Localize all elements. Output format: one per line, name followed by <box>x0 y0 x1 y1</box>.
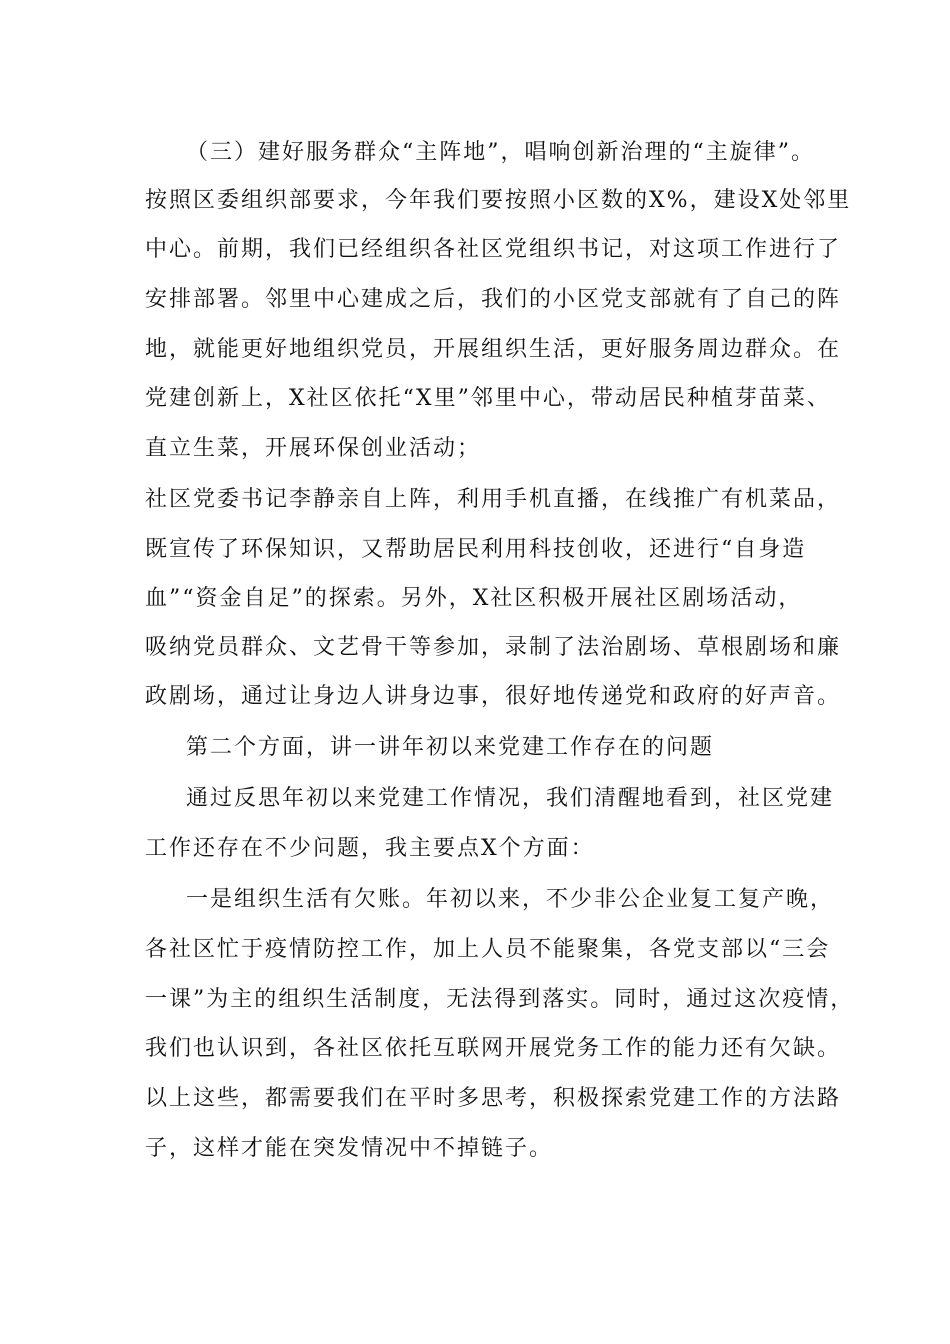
text-line: 安排部署。邻里中心建成之后，我们的小区党支部就有了自己的阵 <box>145 287 842 312</box>
text-line: 子，这样才能在突发情况中不掉链子。 <box>145 1136 554 1161</box>
text-line: 既宣传了环保知识，又帮助居民利用科技创收，还进行“自身造 <box>145 537 807 562</box>
text-line: 按照区委组织部要求，今年我们要按照小区数的X%，建设X处邻里 <box>145 188 852 213</box>
text-line: 地，就能更好地组织党员，开展组织生活，更好服务周边群众。在 <box>145 337 842 362</box>
text-line: 社区党委书记李静亲自上阵，利用手机直播，在线推广有机菜品， <box>145 487 842 512</box>
text-line: 一课”为主的组织生活制度，无法得到落实。同时，通过这次疫情， <box>145 987 855 1012</box>
text-line: 政剧场，通过让身边人讲身边事，很好地传递党和政府的好声音。 <box>145 684 842 709</box>
text-line: 吸纳党员群众、文艺骨干等参加，录制了法治剧场、草根剧场和廉 <box>145 635 842 660</box>
text-line: 直立生菜，开展环保创业活动； <box>145 436 482 461</box>
text-line: 通过反思年初以来党建工作情况，我们清醒地看到，社区党建 <box>186 786 835 811</box>
text-line: 中心。前期，我们已经组织各社区党组织书记，对这项工作进行了 <box>145 237 842 262</box>
text-line: 血”“资金自足”的探索。另外，X社区积极开展社区剧场活动， <box>145 586 803 611</box>
text-line: 党建创新上，X社区依托“X里”邻里中心，带动居民种植芽苗菜、 <box>145 386 831 411</box>
text-line: 一是组织生活有欠账。年初以来，不少非公企业复工复产晚， <box>186 887 835 912</box>
text-line: （三）建好服务群众“主阵地”，唱响创新治理的“主旋律”。 <box>186 140 815 165</box>
text-line: 以上这些，都需要我们在平时多思考，积极探索党建工作的方法路 <box>145 1086 842 1111</box>
text-line: 我们也认识到，各社区依托互联网开展党务工作的能力还有欠缺。 <box>145 1036 842 1061</box>
section-heading: 第二个方面，讲一讲年初以来党建工作存在的问题 <box>186 735 715 760</box>
text-line: 各社区忙于疫情防控工作，加上人员不能聚集，各党支部以“三会 <box>145 937 831 962</box>
text-line: 工作还存在不少问题，我主要点X个方面： <box>145 836 595 861</box>
